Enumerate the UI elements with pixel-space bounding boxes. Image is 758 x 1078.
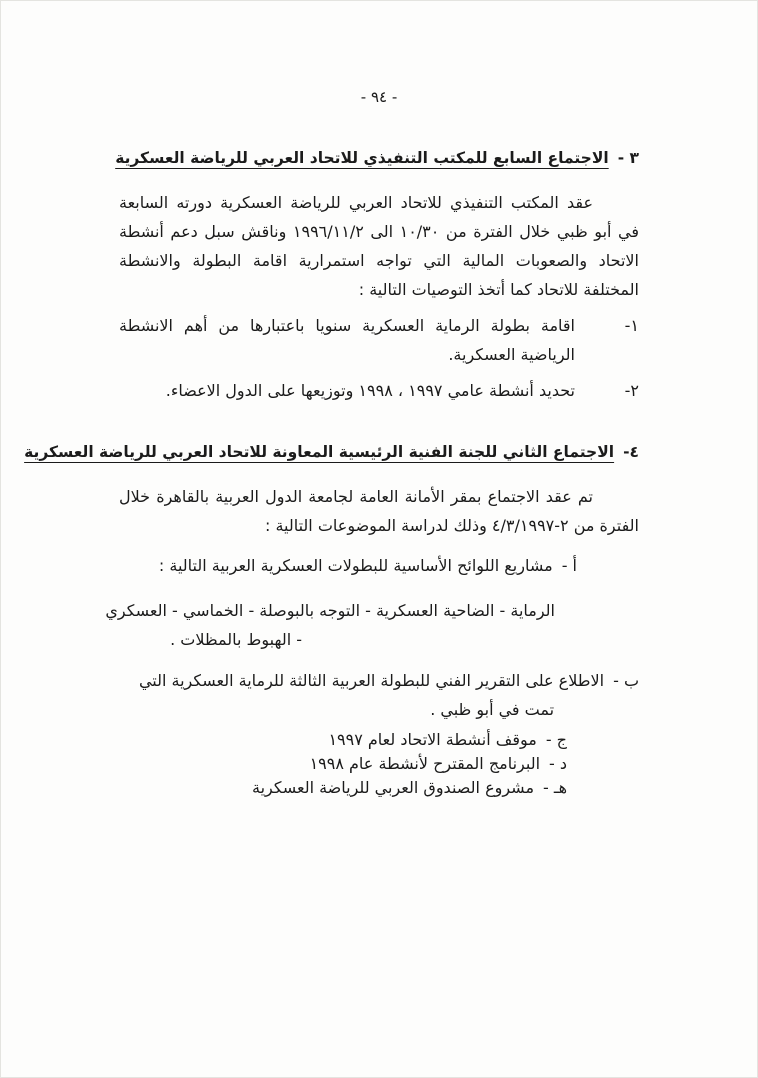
item-b-marker: ب - <box>613 671 639 690</box>
topic-item-h <box>119 777 567 799</box>
section-3-title: الاجتماع السابع للمكتب التنفيذي للاتحاد العربي للرياضة العسكرية <box>115 149 609 167</box>
item-2-marker: ٢- <box>624 381 639 400</box>
section-3-paragraph: عقد المكتب التنفيذي للاتحاد العربي للرياضة العسكرية دورته السابعة في أبو ظبي خلال الفترة من ١٠/٣٠ الى ١٩٩٦/١١/٢ وناقش سبل دعم أنشطة الاتحاد والصعوبات المالية التي تواجه استمرارية اقامة البطولة والانشطة المختلفة للاتحاد كما أتخذ التوصيات التالية : <box>119 193 640 299</box>
recommendation-item-2 <box>119 376 639 405</box>
item-b-text <box>139 666 604 724</box>
item-1-marker: ١- <box>624 316 639 335</box>
item-d-text: البرنامج المقترح لأنشطة عام ١٩٩٨ <box>309 754 541 773</box>
item-h-text: مشروع الصندوق العربي للرياضة العسكرية <box>252 778 535 797</box>
topic-item-j <box>119 729 567 751</box>
item-j-text: موقف أنشطة الاتحاد لعام ١٩٩٧ <box>328 730 537 749</box>
page-number: - ٩٤ - <box>360 88 398 106</box>
section-4-title: الاجتماع الثاني للجنة الفنية الرئيسية المعاونة للاتحاد العربي للرياضة العسكرية <box>24 443 615 461</box>
sports-list <box>105 596 555 654</box>
item-2-text: تحديد أنشطة عامي ١٩٩٧ ، ١٩٩٨ وتوزيعها على الدول الاعضاء. <box>165 381 575 400</box>
topic-item-b <box>119 666 639 724</box>
page-content <box>1 1 757 799</box>
section-3-heading <box>115 144 639 173</box>
recommendation-item-1 <box>119 311 639 369</box>
topic-item-d <box>119 753 567 775</box>
section-4-paragraph: تم عقد الاجتماع بمقر الأمانة العامة لجامعة الدول العربية بالقاهرة خلال الفترة من ٢-٤/٣/١٩٩٧ وذلك لدراسة الموضوعات التالية : <box>119 487 639 535</box>
item-a-text: مشاريع اللوائح الأساسية للبطولات العسكرية العربية التالية : <box>158 556 553 575</box>
item-h-marker: هـ - <box>543 778 567 797</box>
section-3-number: ٣ - <box>617 149 639 167</box>
item-d-marker: د - <box>549 754 567 773</box>
item-a-marker: أ - <box>561 556 577 575</box>
sports-list-line-1: الرماية - الضاحية العسكرية - التوجه بالبوصلة - الخماسي - العسكري <box>105 601 555 620</box>
section-4-heading <box>24 438 639 467</box>
item-1-text: اقامة بطولة الرماية العسكرية سنويا باعتبارها من أهم الانشطة الرياضية العسكرية. <box>119 316 575 364</box>
item-b-text-line-1: الاطلاع على التقرير الفني للبطولة العربية الثالثة للرماية العسكرية التي <box>138 671 605 690</box>
topic-item-a <box>119 551 577 580</box>
item-b-text-line-2: تمت في أبو ظبي . <box>430 700 555 719</box>
sports-list-line-2: - الهبوط بالمظلات . <box>170 630 302 649</box>
section-4-number: ٤- <box>623 443 639 461</box>
item-j-marker: ج - <box>545 730 567 749</box>
